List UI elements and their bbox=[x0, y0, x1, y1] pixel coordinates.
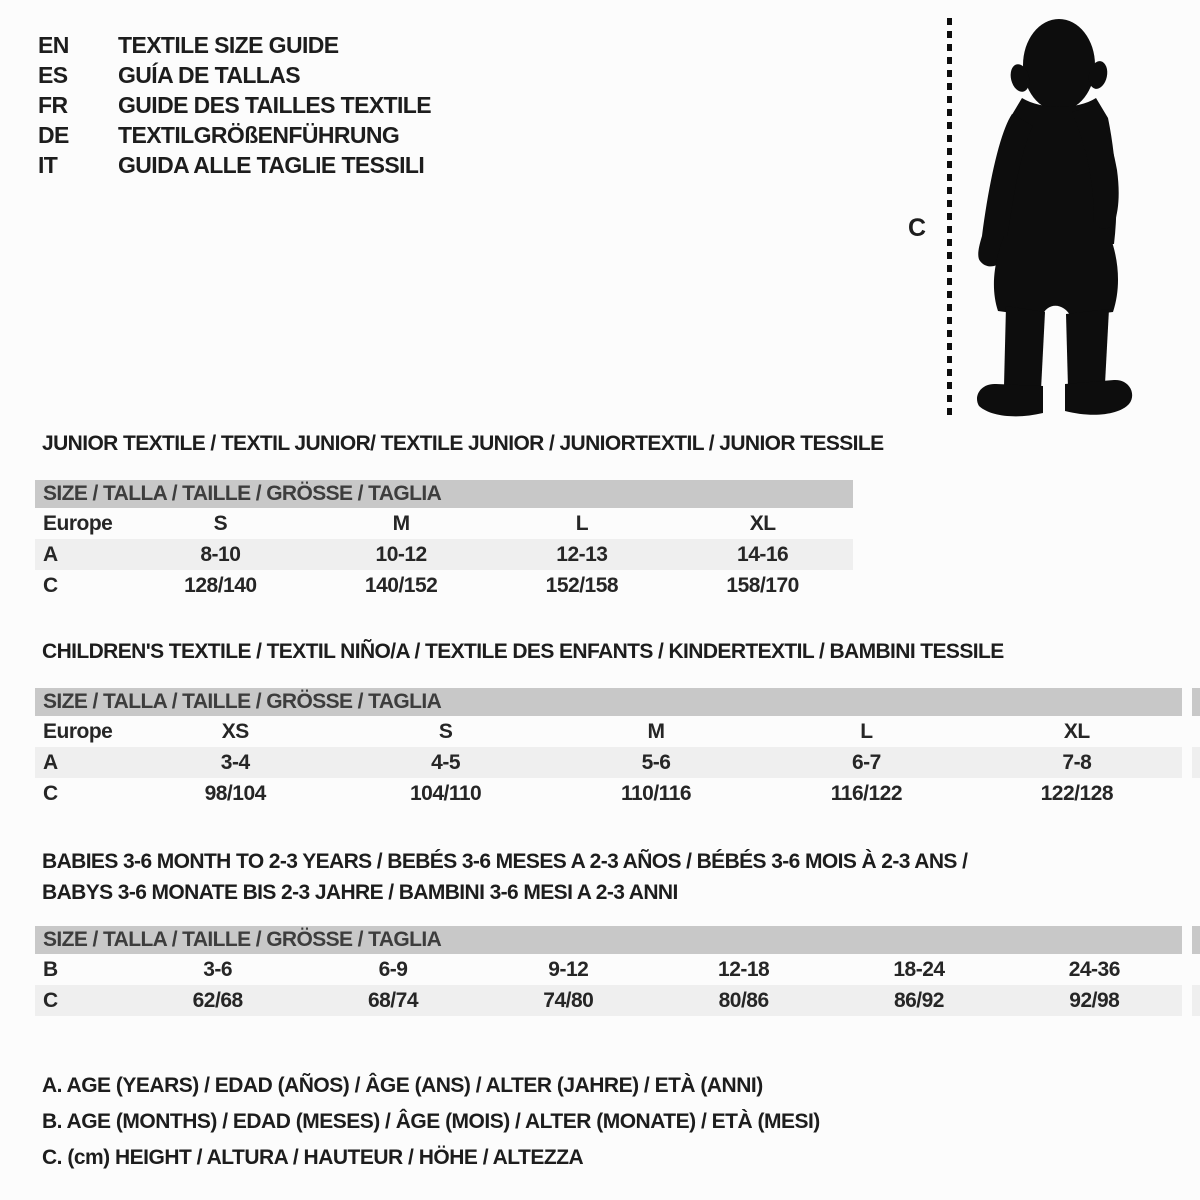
table-cell: XL bbox=[749, 512, 776, 535]
table-row bbox=[35, 778, 1182, 809]
junior-size-table bbox=[35, 480, 853, 601]
row-label: C bbox=[43, 574, 58, 597]
language-row bbox=[38, 60, 431, 90]
table-cell: 152/158 bbox=[545, 574, 619, 597]
row-label: C bbox=[43, 782, 58, 805]
table-cell: 3-4 bbox=[220, 751, 250, 774]
row-label: A bbox=[43, 751, 58, 774]
language-code: FR bbox=[38, 91, 68, 118]
table-row-cells bbox=[130, 747, 1182, 778]
row-label: Europe bbox=[43, 720, 113, 743]
table-cell: 128/140 bbox=[184, 574, 257, 597]
language-row bbox=[38, 90, 431, 120]
table-row bbox=[35, 570, 853, 601]
table-row bbox=[35, 716, 1182, 747]
table-row-cells bbox=[130, 716, 1182, 747]
junior-table-rows bbox=[35, 508, 853, 601]
table-cell: XL bbox=[1063, 720, 1090, 743]
table-row-cells bbox=[130, 954, 1182, 985]
table-row bbox=[35, 954, 1182, 985]
language-row bbox=[38, 150, 431, 180]
table-cell: 7-8 bbox=[1062, 751, 1092, 774]
babies-size-table bbox=[35, 926, 1182, 1016]
table-cell: 18-24 bbox=[893, 958, 945, 981]
table-cell: 80/86 bbox=[718, 989, 769, 1012]
table-row-cells bbox=[130, 778, 1182, 809]
size-header-bar: SIZE / TALLA / TAILLE / GRÖSSE / TAGLIA bbox=[35, 480, 853, 508]
table-cell: 68/74 bbox=[367, 989, 419, 1012]
table-cell: 6-9 bbox=[378, 958, 408, 981]
babies-table-rows bbox=[35, 954, 1182, 1016]
guide-title: GUIDE DES TAILLES TEXTILE bbox=[118, 91, 431, 118]
table-cell: 12-18 bbox=[718, 958, 770, 981]
toddler-silhouette-icon bbox=[962, 12, 1147, 420]
measurement-legend bbox=[42, 1068, 820, 1176]
row-label: B bbox=[43, 958, 58, 981]
table-cell: 86/92 bbox=[893, 989, 944, 1012]
row-label: A bbox=[43, 543, 58, 566]
section-title-babies bbox=[42, 846, 967, 908]
table-cell: 158/170 bbox=[726, 574, 799, 597]
table-cell: S bbox=[213, 512, 228, 535]
guide-title: GUIDA ALLE TAGLIE TESSILI bbox=[118, 151, 425, 178]
table-cell: 98/104 bbox=[204, 782, 266, 805]
table-row-cells bbox=[130, 508, 853, 539]
height-measure-dotted-line bbox=[947, 18, 952, 416]
section-title-line: BABIES 3-6 MONTH TO 2-3 YEARS / BEBÉS 3-6 MESES A 2-3 AÑOS / BÉBÉS 3-6 MOIS À 2-3 ANS / bbox=[42, 850, 968, 873]
size-header-bar: SIZE / TALLA / TAILLE / GRÖSSE / TAGLIA bbox=[35, 688, 1182, 716]
children-table-rows bbox=[35, 716, 1182, 809]
guide-title: GUÍA DE TALLAS bbox=[118, 61, 300, 88]
table-cell: M bbox=[392, 512, 410, 535]
table-edge-fragment bbox=[1192, 985, 1200, 1016]
table-row-cells bbox=[130, 985, 1182, 1016]
table-row bbox=[35, 539, 853, 570]
table-row-cells bbox=[130, 570, 853, 601]
table-cell: 8-10 bbox=[200, 543, 241, 566]
row-label: C bbox=[43, 989, 58, 1012]
table-edge-fragment bbox=[1192, 688, 1200, 716]
table-cell: 92/98 bbox=[1069, 989, 1120, 1012]
height-measure-label: C bbox=[908, 214, 927, 242]
table-cell: L bbox=[860, 720, 873, 743]
section-title-junior: JUNIOR TEXTILE / TEXTIL JUNIOR/ TEXTILE JUNIOR / JUNIORTEXTIL / JUNIOR TESSILE bbox=[42, 432, 884, 455]
table-cell: 6-7 bbox=[851, 751, 881, 774]
table-cell: S bbox=[438, 720, 453, 743]
table-cell: 110/116 bbox=[620, 782, 692, 805]
section-title-children: CHILDREN'S TEXTILE / TEXTIL NIÑO/A / TEXTILE DES ENFANTS / KINDERTEXTIL / BAMBINI TESSILE bbox=[42, 640, 1004, 663]
language-row bbox=[38, 30, 431, 60]
legend-line: A. AGE (YEARS) / EDAD (AÑOS) / ÂGE (ANS) / ALTER (JAHRE) / ETÀ (ANNI) bbox=[42, 1074, 763, 1097]
table-cell: 116/122 bbox=[830, 782, 903, 805]
table-row-cells bbox=[130, 539, 853, 570]
legend-line: B. AGE (MONTHS) / EDAD (MESES) / ÂGE (MOIS) / ALTER (MONATE) / ETÀ (MESI) bbox=[42, 1110, 820, 1133]
language-row bbox=[38, 120, 431, 150]
table-row bbox=[35, 985, 1182, 1016]
section-title-line: BABYS 3-6 MONATE BIS 2-3 JAHRE / BAMBINI 3-6 MESI A 2-3 ANNI bbox=[42, 881, 678, 904]
language-code: ES bbox=[38, 61, 68, 88]
table-edge-fragment bbox=[1192, 747, 1200, 778]
table-cell: XS bbox=[221, 720, 249, 743]
guide-title: TEXTILE SIZE GUIDE bbox=[118, 31, 339, 58]
table-cell: 24-36 bbox=[1068, 958, 1120, 981]
table-cell: 12-13 bbox=[556, 543, 608, 566]
table-cell: L bbox=[575, 512, 589, 535]
table-cell: 74/80 bbox=[543, 989, 594, 1012]
size-header-bar: SIZE / TALLA / TAILLE / GRÖSSE / TAGLIA bbox=[35, 926, 1182, 954]
guide-title: TEXTILGRÖßENFÜHRUNG bbox=[118, 121, 400, 148]
table-cell: 140/152 bbox=[364, 574, 438, 597]
table-cell: 3-6 bbox=[203, 958, 233, 981]
table-cell: 4-5 bbox=[431, 751, 461, 774]
table-cell: 122/128 bbox=[1040, 782, 1114, 805]
table-edge-fragment bbox=[1192, 926, 1200, 954]
row-label: Europe bbox=[43, 512, 113, 535]
table-cell: 9-12 bbox=[548, 958, 589, 981]
table-cell: M bbox=[647, 720, 665, 743]
language-code: EN bbox=[38, 31, 69, 58]
legend-line: C. (cm) HEIGHT / ALTURA / HAUTEUR / HÖHE / ALTEZZA bbox=[42, 1146, 584, 1169]
children-size-table bbox=[35, 688, 1182, 809]
language-code: IT bbox=[38, 151, 58, 178]
table-row bbox=[35, 747, 1182, 778]
table-row bbox=[35, 508, 853, 539]
table-cell: 104/110 bbox=[409, 782, 482, 805]
table-cell: 62/68 bbox=[192, 989, 243, 1012]
table-cell: 5-6 bbox=[641, 751, 671, 774]
language-title-list bbox=[38, 30, 431, 180]
language-code: DE bbox=[38, 121, 69, 148]
table-cell: 10-12 bbox=[375, 543, 427, 566]
table-cell: 14-16 bbox=[737, 543, 789, 566]
